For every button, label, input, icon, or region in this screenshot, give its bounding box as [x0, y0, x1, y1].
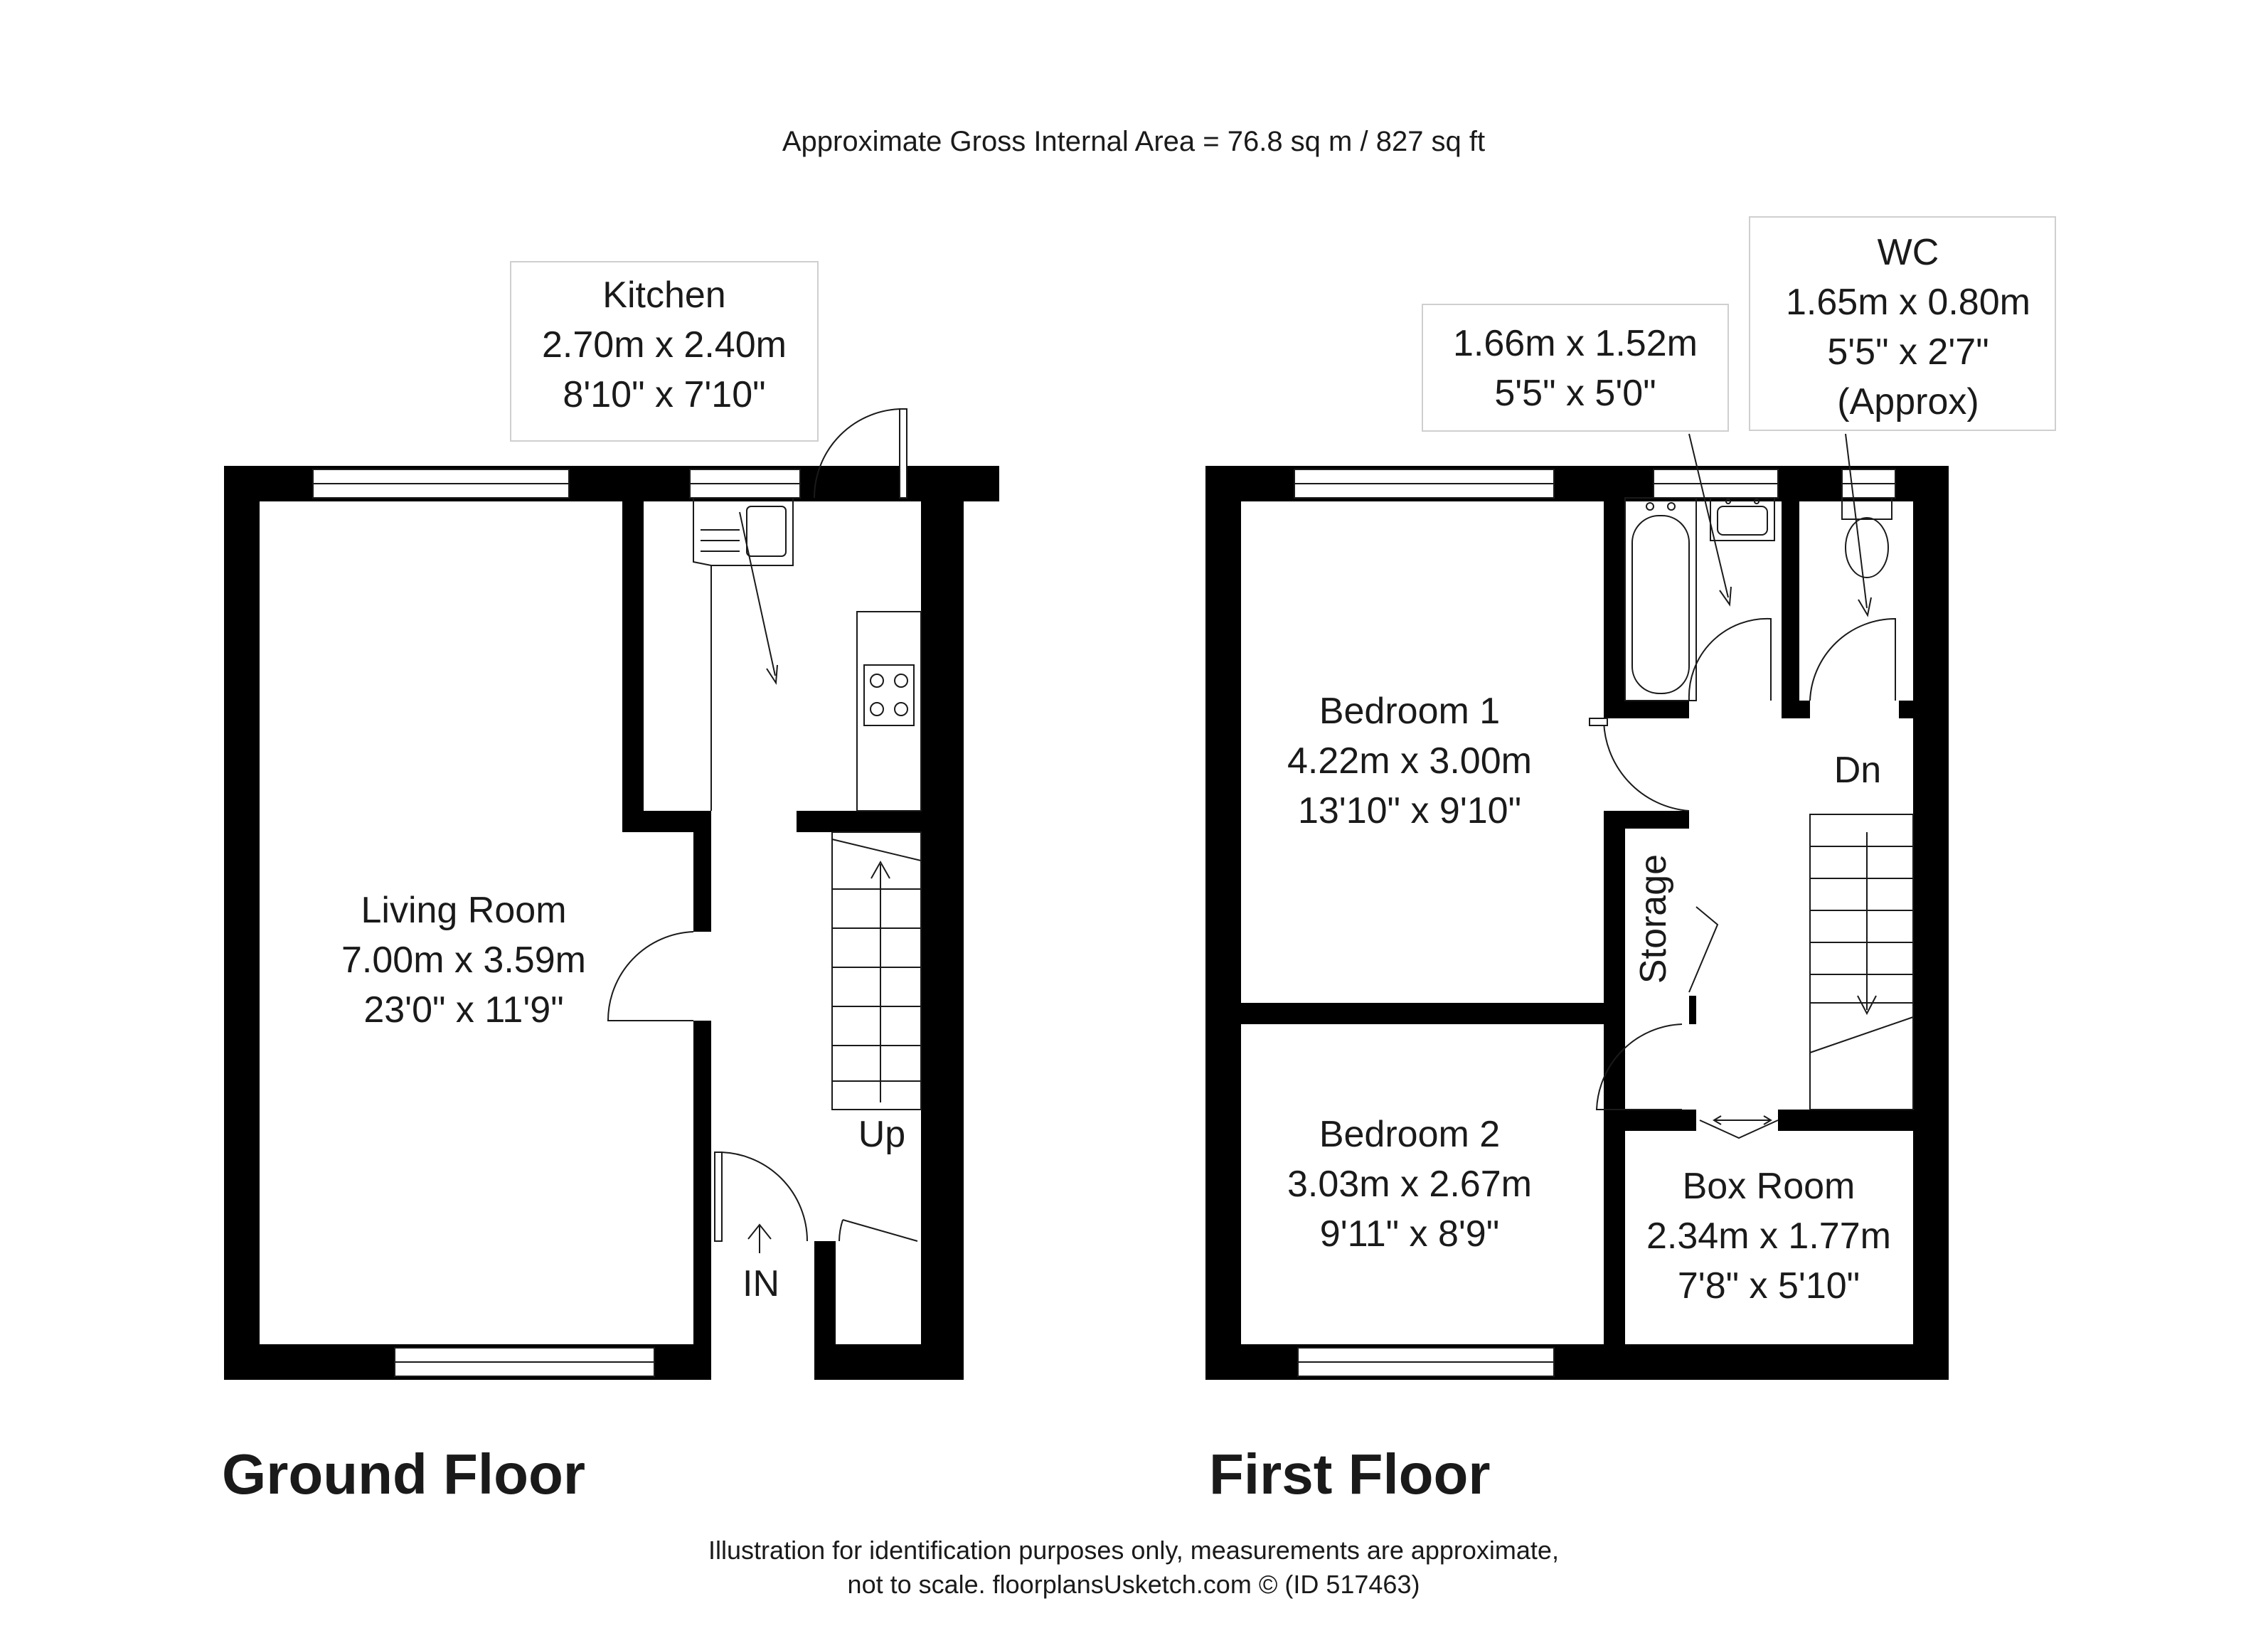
ff-wall-wc-south [1782, 701, 1810, 718]
gf-living-door [608, 932, 693, 1021]
gf-wall-porch-west [814, 1241, 836, 1380]
gf-wall-stair-top [797, 811, 964, 832]
ff-wall-east [1913, 466, 1949, 1380]
gf-staircase [832, 832, 921, 1110]
kitchen-worktop [857, 612, 921, 811]
ff-wall-bath-south [1604, 701, 1689, 718]
kitchen-imperial: 8'10" x 7'10" [563, 374, 766, 415]
disclaimer-line-1: Illustration for identification purposes only, measurements are approximate, [708, 1536, 1559, 1565]
gf-wall-kitchen-south [622, 811, 711, 832]
storage-label: Storage [1633, 853, 1674, 984]
ff-wc-door [1810, 619, 1895, 701]
toilet-icon [1842, 498, 1892, 578]
gf-porch-door [843, 1220, 917, 1241]
bedroom2-name: Bedroom 2 [1319, 1114, 1501, 1155]
bedroom1-name: Bedroom 1 [1319, 691, 1501, 732]
gf-wall-east [921, 466, 964, 1255]
wc-name: WC [1877, 232, 1939, 273]
bathroom-pointer [1689, 434, 1728, 597]
wc-note: (Approx) [1837, 381, 1979, 422]
living-room-metric: 7.00m x 3.59m [341, 940, 586, 981]
bedroom2-metric: 3.03m x 2.67m [1287, 1164, 1532, 1205]
disclaimer-line-2: not to scale. floorplansUsketch.com © (ID 517463) [847, 1570, 1420, 1599]
ff-staircase [1810, 814, 1913, 1110]
bedroom1-imperial: 13'10" x 9'10" [1297, 790, 1522, 831]
ff-bedroom1-door [1604, 718, 1689, 811]
entrance-arrow-icon [748, 1225, 771, 1253]
gf-stairs-label: Up [858, 1114, 906, 1155]
wc-metric: 1.65m x 0.80m [1786, 282, 2030, 323]
ff-storage-door [1689, 907, 1718, 992]
box-room-metric: 2.34m x 1.77m [1646, 1216, 1891, 1257]
basin-icon [1710, 498, 1774, 541]
living-room-name: Living Room [361, 890, 567, 931]
ff-wall-box-west [1604, 1110, 1625, 1380]
gf-wall-hall-upper [693, 832, 711, 932]
ground-floor-title: Ground Floor [222, 1442, 586, 1506]
bathroom-imperial: 5'5" x 5'0" [1494, 373, 1656, 414]
bathtub-icon [1625, 498, 1696, 701]
wc-pointer [1846, 434, 1867, 608]
bedroom2-imperial: 9'11" x 8'9" [1319, 1213, 1500, 1255]
wc-imperial: 5'5" x 2'7" [1827, 331, 1989, 373]
ff-bathroom-door [1689, 619, 1771, 701]
gross-area-text: Approximate Gross Internal Area = 76.8 sq m / 827 sq ft [782, 126, 1486, 157]
kitchen-pointer [740, 512, 775, 676]
bathroom-metric: 1.66m x 1.52m [1453, 323, 1698, 364]
ff-wall-box-top-right [1778, 1110, 1949, 1131]
kitchen-name: Kitchen [602, 275, 726, 316]
living-room-imperial: 23'0" x 11'9" [363, 989, 564, 1031]
kitchen-metric: 2.70m x 2.40m [542, 324, 787, 366]
ff-wall-wc-south-east [1899, 701, 1949, 718]
gf-wall-south-porch [814, 1344, 964, 1380]
ff-wall-bath-west [1604, 498, 1625, 718]
ground-floor-plan [224, 262, 999, 1380]
first-floor-plan [1205, 217, 2055, 1380]
first-floor-title: First Floor [1209, 1442, 1491, 1506]
gf-wall-west [224, 466, 260, 1380]
entrance-label: IN [742, 1263, 779, 1304]
ff-wall-bed1-bed2 [1205, 1003, 1625, 1024]
bedroom1-metric: 4.22m x 3.00m [1287, 740, 1532, 782]
ff-wall-west [1205, 466, 1241, 1380]
ff-stairs-label: Dn [1833, 750, 1882, 791]
ff-wall-wc-west [1782, 498, 1799, 718]
gf-wall-kitchen-west [622, 498, 644, 825]
ff-wall-storage-bottom [1689, 996, 1696, 1024]
box-room-name: Box Room [1682, 1166, 1856, 1207]
gf-wall-hall-lower [693, 1021, 711, 1380]
hob-icon [864, 665, 914, 725]
box-room-imperial: 7'8" x 5'10" [1677, 1265, 1860, 1307]
